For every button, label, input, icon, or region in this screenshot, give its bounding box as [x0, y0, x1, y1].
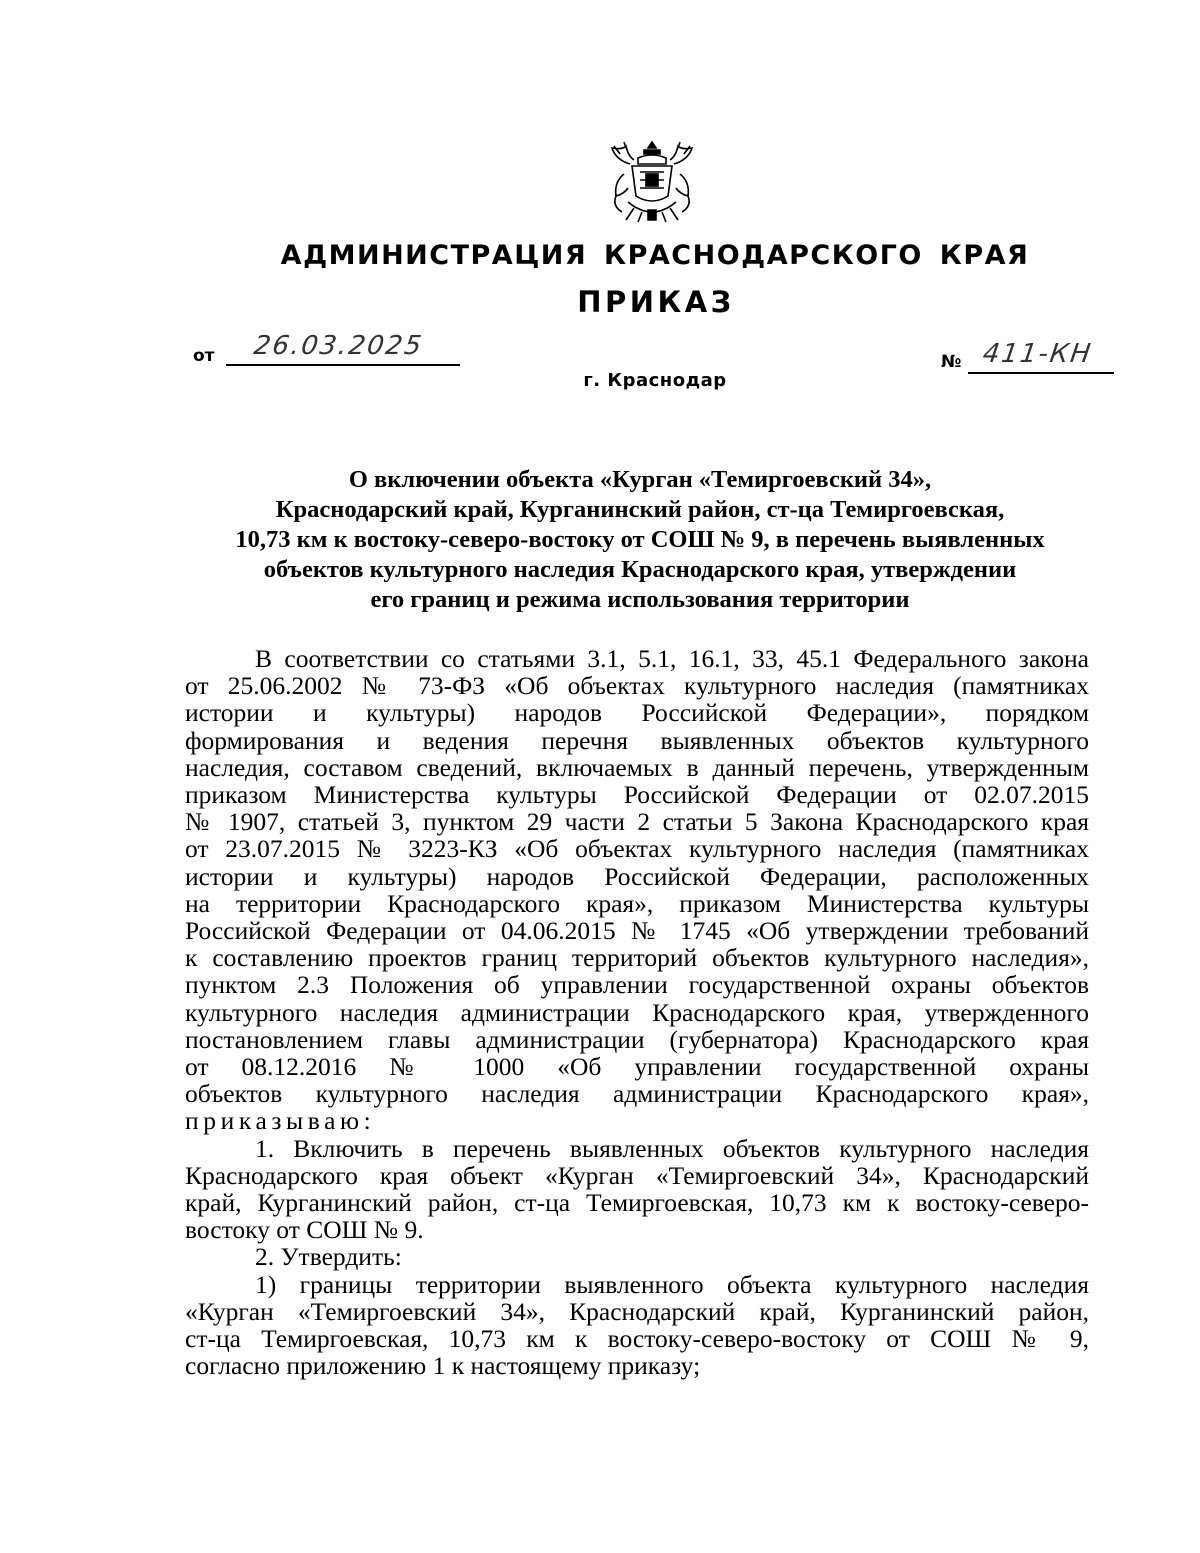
subject-line: его границ и режима использования территории: [370, 586, 910, 613]
subject-line: Краснодарский край, Курганинский район, ст-ца Темиргоевская,: [275, 496, 1005, 523]
subject-line: О включении объекта «Курган «Темиргоевский 34»,: [348, 466, 932, 493]
document-subject: [0, 465, 1200, 615]
body-line: постановлением главы администрации (губернатора) Краснодарского края: [185, 1024, 1089, 1054]
body-line: № 1907, статьей 3, пунктом 29 части 2 статьи 5 Закона Краснодарского края: [185, 807, 1089, 837]
date-underline: [226, 364, 460, 366]
body-line: В соответствии со статьями 3.1, 5.1, 16.1, 33, 45.1 Федерального закона: [255, 644, 1089, 673]
body-line: Российской Федерации от 04.06.2015 № 1745 «Об утверждении требований: [185, 916, 1089, 946]
krasnodar-coat-of-arms-icon: [608, 140, 696, 224]
item-2-heading: 2. Утвердить:: [255, 1242, 402, 1272]
document-type: ПРИКАЗ: [577, 285, 735, 319]
date-handwritten: 26.03.2025: [251, 331, 425, 361]
body-line: формирования и ведения перечня выявленных объектов культурного: [185, 725, 1089, 755]
number-handwritten: 411-КН: [980, 339, 1095, 369]
item-2-1-line: согласно приложению 1 к настоящему приказу;: [185, 1351, 701, 1381]
organization-title: АДМИНИСТРАЦИЯ КРАСНОДАРСКОГО КРАЯ: [280, 240, 1030, 271]
item-2-1-line: ст-ца Темиргоевская, 10,73 км к востоку-северо-востоку от СОШ № 9,: [185, 1324, 1089, 1354]
item-1-line: Краснодарского края объект «Курган «Темиргоевский 34», Краснодарский: [185, 1160, 1089, 1190]
body-line: от 08.12.2016 № 1000 «Об управлении государственной охраны: [185, 1052, 1089, 1082]
body-line: истории и культуры) народов Российской Федерации, расположенных: [185, 861, 1089, 891]
body-line: объектов культурного наследия администрации Краснодарского края»,: [185, 1079, 1089, 1109]
order-word: приказываю:: [185, 1106, 376, 1136]
item-2-1-line: «Курган «Темиргоевский 34», Краснодарский край, Курганинский район,: [185, 1296, 1089, 1326]
body-line: культурного наследия администрации Краснодарского края, утвержденного: [185, 997, 1089, 1027]
body-line: от 23.07.2015 № 3223-КЗ «Об объектах культурного наследия (памятниках: [185, 834, 1089, 864]
item-1-line: 1. Включить в перечень выявленных объектов культурного наследия: [255, 1133, 1089, 1163]
body-line: пунктом 2.3 Положения об управлении государственной охраны объектов: [185, 970, 1089, 1000]
date-label: от: [193, 346, 215, 366]
city-line: г. Краснодар: [583, 370, 727, 391]
body-line: от 25.06.2002 № 73-ФЗ «Об объектах культурного наследия (памятниках: [185, 671, 1089, 701]
item-1-line: востоку от СОШ № 9.: [185, 1215, 424, 1245]
subject-line: объектов культурного наследия Краснодарского края, утверждении: [263, 556, 1017, 583]
body-line: на территории Краснодарского края», приказом Министерства культуры: [185, 888, 1089, 918]
subject-line: 10,73 км к востоку-северо-востоку от СОШ № 9, в перечень выявленных: [235, 526, 1045, 553]
item-2-1-line: 1) границы территории выявленного объекта культурного наследия: [255, 1269, 1089, 1299]
body-line: приказом Министерства культуры Российской Федерации от 02.07.2015: [185, 780, 1089, 810]
body-line: наследия, составом сведений, включаемых в данный перечень, утвержденным: [185, 752, 1089, 782]
body-line: истории и культуры) народов Российской Федерации», порядком: [185, 698, 1089, 728]
number-label: №: [941, 352, 962, 372]
item-1-line: край, Курганинский район, ст-ца Темиргоевская, 10,73 км к востоку-северо-: [185, 1188, 1089, 1218]
body-line: к составлению проектов границ территорий объектов культурного наследия»,: [185, 943, 1089, 973]
document-body: [185, 645, 1089, 1379]
